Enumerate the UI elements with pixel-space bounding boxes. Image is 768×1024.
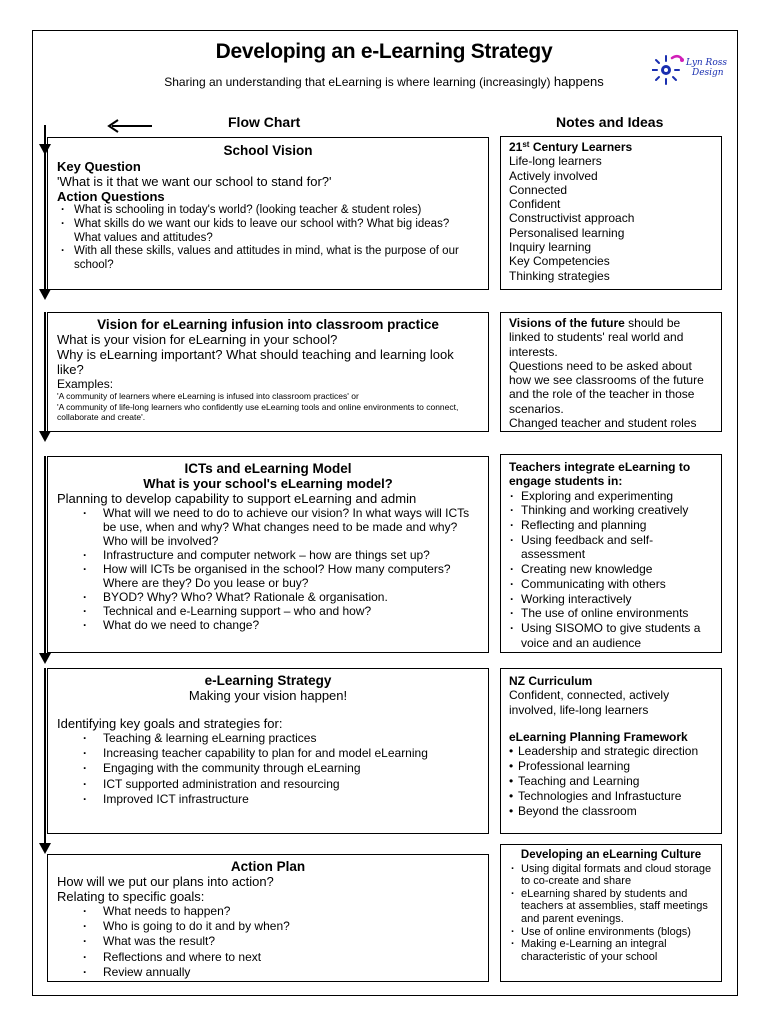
list-item: Actively involved bbox=[509, 168, 598, 183]
list-item: · Infrastructure and computer network – how are things set up? bbox=[57, 548, 479, 562]
culture-list bbox=[509, 863, 713, 964]
list-item: · Working interactively bbox=[509, 592, 713, 607]
list-item: · Making e-Learning an integral characteristic of your school bbox=[509, 938, 713, 963]
down-arrow-icon bbox=[39, 431, 51, 442]
down-arrow-icon bbox=[39, 289, 51, 300]
title-rest: Century Learners bbox=[532, 140, 633, 154]
flow-line bbox=[44, 668, 46, 844]
list-item: Inquiry learning bbox=[509, 240, 592, 255]
list-item: · ICT supported administration and resourcing bbox=[57, 777, 479, 792]
ict-model-list bbox=[57, 506, 479, 632]
teachers-title: Teachers integrate eLearning to engage students in: bbox=[509, 460, 691, 489]
ict-model-box bbox=[47, 456, 489, 653]
key-question-text: 'What is it that we want our school to stand for?' bbox=[57, 174, 332, 189]
list-item: · What needs to happen? bbox=[57, 904, 479, 919]
list-item: • Professional learning bbox=[509, 759, 713, 774]
example-text: 'A community of learners where eLearning is infused into classroom practices' or bbox=[57, 391, 359, 401]
subtitle-end: happens bbox=[553, 74, 604, 89]
future-paragraph bbox=[509, 316, 713, 359]
culture-title: Developing an eLearning Culture bbox=[520, 849, 702, 861]
list-item: • Teaching and Learning bbox=[509, 774, 713, 789]
framework-list bbox=[509, 744, 713, 819]
list-item: · BYOD? Why? Who? What? Rationale & organisation. bbox=[57, 590, 479, 604]
list-item: Key Competencies bbox=[509, 254, 610, 269]
example-text: 'A community of life-long learners who confidently use eLearning tools and online environments to connect, collaborate and create'. bbox=[57, 401, 459, 422]
list-item: · Review annually bbox=[57, 965, 479, 980]
list-item: • Beyond the classroom bbox=[509, 804, 713, 819]
key-question-label: Key Question bbox=[57, 159, 141, 174]
list-item: · Use of online environments (blogs) bbox=[509, 926, 713, 939]
action-plan-line: How will we put our plans into action? bbox=[57, 874, 274, 889]
list-item: · Communicating with others bbox=[509, 577, 713, 592]
list-item: • Leadership and strategic direction bbox=[509, 744, 713, 759]
flow-line bbox=[44, 456, 46, 654]
flow-line bbox=[44, 312, 46, 432]
list-item: · Creating new knowledge bbox=[509, 562, 713, 577]
school-vision-box bbox=[47, 137, 489, 290]
list-item: Thinking strategies bbox=[509, 268, 610, 283]
action-questions-list bbox=[57, 204, 479, 273]
list-item: · Using feedback and self-assessment bbox=[509, 533, 713, 562]
nz-curriculum-box bbox=[500, 668, 722, 834]
framework-title: eLearning Planning Framework bbox=[509, 729, 688, 744]
teachers-integrate-box bbox=[500, 454, 722, 653]
title-superscript: st bbox=[522, 140, 530, 149]
list-item: Confident bbox=[509, 197, 561, 212]
list-item: · Increasing teacher capability to plan for and model eLearning bbox=[57, 746, 479, 761]
title-number: 21 bbox=[509, 140, 523, 154]
list-item: · What do we need to change? bbox=[57, 618, 479, 632]
list-item: · The use of online environments bbox=[509, 606, 713, 621]
ict-model-intro: Planning to develop capability to support eLearning and admin bbox=[57, 491, 417, 506]
action-plan-list bbox=[57, 904, 479, 980]
notes-heading: Notes and Ideas bbox=[556, 114, 664, 130]
flow-chart-heading: Flow Chart bbox=[228, 114, 301, 130]
ict-model-title: ICTs and eLearning Model bbox=[184, 461, 352, 476]
down-arrow-icon bbox=[39, 843, 51, 854]
list-item: · How will ICTs be organised in the school? How many computers? Where are they? Do you lease or buy? bbox=[57, 562, 479, 590]
ict-model-subtitle: What is your school's eLearning model? bbox=[143, 476, 393, 491]
elearning-infusion-box bbox=[47, 312, 489, 432]
list-item: · Reflecting and planning bbox=[509, 518, 713, 533]
list-item: · Exploring and experimenting bbox=[509, 489, 713, 504]
list-item: · What was the result? bbox=[57, 934, 479, 949]
infusion-line: What is your vision for eLearning in your school? bbox=[57, 332, 338, 347]
page-title: Developing an e-Learning Strategy bbox=[215, 40, 553, 63]
nz-curriculum-title: NZ Curriculum bbox=[509, 674, 593, 688]
logo-line2: Design bbox=[692, 68, 724, 78]
nz-curriculum-text: Confident, connected, actively involved, life-long learners bbox=[509, 688, 670, 717]
list-item: Life-long learners bbox=[509, 154, 602, 169]
strategy-list bbox=[57, 731, 479, 807]
list-item: Connected bbox=[509, 182, 568, 197]
school-vision-title: School Vision bbox=[223, 143, 313, 158]
list-item: · Technical and e-Learning support – who and how? bbox=[57, 604, 479, 618]
future-bold: Visions of the future bbox=[509, 316, 625, 330]
infusion-line: Why is eLearning important? What should teaching and learning look like? bbox=[57, 347, 454, 377]
lyn-ross-logo bbox=[652, 52, 732, 92]
action-plan-line: Relating to specific goals: bbox=[57, 889, 205, 904]
list-item: · eLearning shared by students and teachers at assemblies, staff meetings and parent evenings. bbox=[509, 888, 713, 926]
action-plan-box bbox=[47, 854, 489, 982]
list-item: · Who is going to do it and by when? bbox=[57, 919, 479, 934]
subtitle-text: Sharing an understanding that eLearning is where learning (increasingly) bbox=[164, 75, 551, 89]
list-item: · Improved ICT infrastructure bbox=[57, 792, 479, 807]
action-questions-label: Action Questions bbox=[57, 189, 165, 204]
century-learners-box bbox=[500, 136, 722, 290]
down-arrow-icon bbox=[39, 653, 51, 664]
century-learners-title bbox=[509, 140, 713, 154]
infusion-title: Vision for eLearning infusion into classroom practice bbox=[97, 317, 439, 332]
list-item: Personalised learning bbox=[509, 225, 625, 240]
list-item: · What will we need to do to achieve our vision? In what ways will ICTs be use, when and why? What changes need to be made and why? Who will be involved? bbox=[57, 506, 479, 548]
elearning-strategy-box bbox=[47, 668, 489, 834]
teachers-list bbox=[509, 489, 713, 651]
strategy-subtitle: Making your vision happen! bbox=[188, 688, 348, 703]
list-item: · What skills do we want our kids to leave our school with? What big ideas? What values and attitudes? bbox=[57, 218, 479, 246]
action-plan-title: Action Plan bbox=[230, 859, 306, 874]
future-rest: should be linked to students' real world and interests. bbox=[509, 316, 684, 359]
elearning-culture-box bbox=[500, 844, 722, 982]
list-item: · What is schooling in today's world? (looking teacher & student roles) bbox=[57, 204, 479, 218]
list-item: Constructivist approach bbox=[509, 211, 635, 226]
flow-line bbox=[44, 140, 46, 290]
list-item: · Using digital formats and cloud storage to co-create and share bbox=[509, 863, 713, 888]
list-item: · With all these skills, values and attitudes in mind, what is the purpose of our school? bbox=[57, 245, 479, 273]
left-arrow-icon bbox=[106, 119, 152, 133]
list-item: · Using SISOMO to give students a voice and an audience bbox=[509, 621, 713, 650]
list-item: · Reflections and where to next bbox=[57, 950, 479, 965]
future-paragraph: Changed teacher and student roles bbox=[509, 416, 697, 431]
examples-label: Examples: bbox=[57, 377, 114, 391]
strategy-title: e-Learning Strategy bbox=[204, 673, 332, 688]
list-item: • Technologies and Infrastucture bbox=[509, 789, 713, 804]
list-item: · Teaching & learning eLearning practices bbox=[57, 731, 479, 746]
strategy-intro: Identifying key goals and strategies for: bbox=[57, 716, 283, 731]
logo-line1: Lyn Ross bbox=[686, 58, 727, 68]
list-item: · Thinking and working creatively bbox=[509, 503, 713, 518]
future-paragraph: Questions need to be asked about how we see classrooms of the future and the role of the teacher in those scenarios. bbox=[509, 358, 704, 416]
visions-future-box bbox=[500, 312, 722, 432]
list-item: · Engaging with the community through eLearning bbox=[57, 761, 479, 776]
